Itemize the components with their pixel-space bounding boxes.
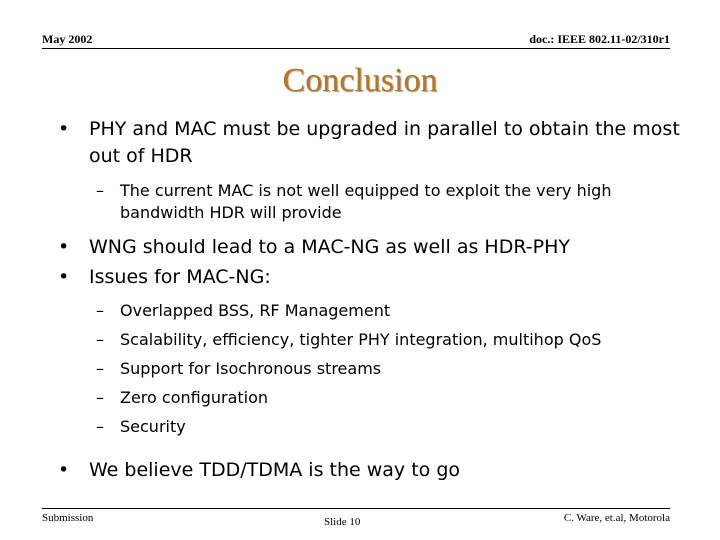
sub-bullet-text: Security: [120, 417, 186, 436]
sub-bullet-item: [0, 416, 720, 445]
header-date: May 2002: [42, 32, 93, 46]
sub-bullet-marker: –: [96, 181, 104, 200]
bullet-item: [0, 234, 720, 264]
sub-bullet-marker: –: [96, 417, 104, 436]
sub-bullet-marker: –: [96, 359, 104, 378]
sub-bullet-item: [0, 358, 720, 387]
sub-bullet-marker: –: [96, 388, 104, 407]
bullet-text: PHY and MAC must be upgraded in parallel to obtain the most out of HDR: [89, 118, 680, 167]
sub-bullet-item: [0, 387, 720, 416]
header-doc-id: doc.: IEEE 802.11-02/310r1: [529, 32, 670, 46]
footer-author: C. Ware, et.al, Motorola: [563, 512, 670, 524]
footer-submission: Submission: [42, 512, 94, 524]
bullet-marker: •: [58, 118, 70, 140]
bullet-text: WNG should lead to a MAC-NG as well as HDR-PHY: [89, 236, 570, 258]
sub-bullet-item: [0, 300, 720, 329]
footer-slide-number: Slide 10: [324, 516, 361, 528]
bullet-text: Issues for MAC-NG:: [89, 266, 271, 288]
sub-bullet-text: The current MAC is not well equipped to exploit the very high bandwidth HDR will provide: [120, 181, 612, 222]
bullet-item: [0, 457, 720, 487]
bullet-item: [0, 116, 720, 172]
bullet-marker: •: [58, 266, 70, 288]
sub-bullet-text: Support for Isochronous streams: [120, 359, 382, 378]
sub-bullet-marker: –: [96, 330, 104, 349]
sub-bullet-text: Overlapped BSS, RF Management: [120, 301, 391, 320]
sub-bullet-text: Zero configuration: [120, 388, 269, 407]
slide-footer: [42, 508, 670, 529]
slide-title: Conclusion: [282, 62, 438, 99]
bullet-item: [0, 264, 720, 294]
bullet-marker: •: [58, 459, 70, 481]
sub-bullet-item: [0, 329, 720, 358]
bullet-marker: •: [58, 236, 70, 258]
slide-content: [0, 116, 720, 487]
sub-bullet-marker: –: [96, 301, 104, 320]
bullet-text: We believe TDD/TDMA is the way to go: [89, 459, 461, 481]
sub-bullet-item: [0, 180, 720, 224]
slide-header: [42, 32, 670, 49]
sub-bullet-text: Scalability, efficiency, tighter PHY integration, multihop QoS: [120, 330, 602, 349]
